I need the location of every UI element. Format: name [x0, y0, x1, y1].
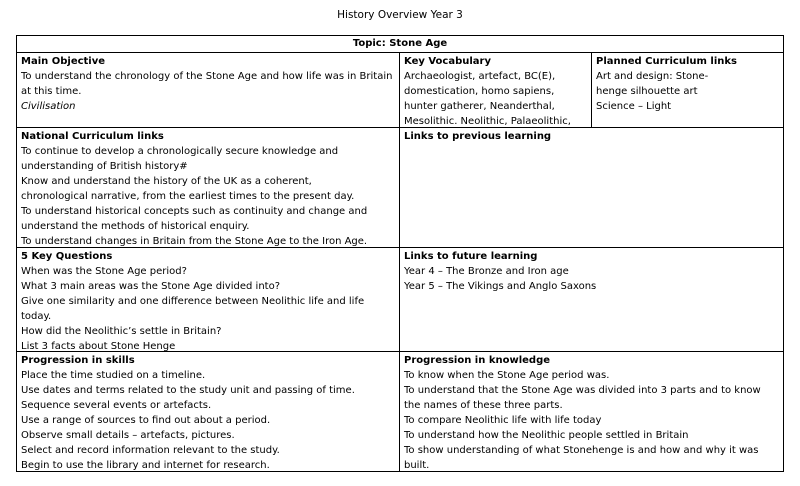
progression-skill: Select and record information relevant to the study. [21, 445, 280, 456]
main-objective-note: Civilisation [21, 101, 76, 112]
key-vocabulary-cell [399, 52, 592, 128]
main-objective-text: To understand the chronology of the Stone Age and how life was in Britain at this time. [21, 71, 393, 97]
progression-knowledge-line: To show understanding of what Stonehenge is and how and why it was built. [404, 445, 759, 471]
key-vocabulary-text: Archaeologist, artefact, BC(E), domestication, homo sapiens, hunter gatherer, Neanderthal, Mesolithic. Neolithic, Palaeolithic, [404, 71, 571, 127]
progression-knowledge-line: To know when the Stone Age period was. [404, 370, 610, 381]
progression-skill: Begin to use the library and internet for research. [21, 460, 270, 471]
future-learning-line: Year 5 – The Vikings and Anglo Saxons [404, 281, 597, 292]
key-question: List 3 facts about Stone Henge [21, 341, 176, 352]
progression-knowledge-line: To compare Neolithic life with life today [404, 415, 602, 426]
national-curriculum-heading: National Curriculum links [21, 131, 164, 142]
future-learning-heading: Links to future learning [404, 251, 538, 262]
planned-links-cell [591, 52, 784, 128]
future-learning-cell [399, 247, 784, 352]
key-questions-cell [16, 247, 400, 352]
progression-skill: Use a range of sources to find out about a period. [21, 415, 271, 426]
planned-links-heading: Planned Curriculum links [596, 56, 737, 67]
future-learning-line: Year 4 – The Bronze and Iron age [404, 266, 569, 277]
planned-link-art: Art and design: Stone-henge silhouette art [596, 71, 709, 97]
progression-knowledge-cell [399, 351, 784, 472]
previous-learning-cell [399, 127, 784, 248]
previous-learning-heading: Links to previous learning [404, 131, 552, 142]
key-question: Give one similarity and one difference between Neolithic life and life today. [21, 296, 365, 322]
progression-knowledge-line: To understand that the Stone Age was divided into 3 parts and to know the names of these three parts. [404, 385, 761, 411]
progression-skill: Sequence several events or artefacts. [21, 400, 212, 411]
national-curriculum-line: To continue to develop a chronologically secure knowledge and understanding of British history# [21, 146, 339, 172]
progression-knowledge-heading: Progression in knowledge [404, 355, 551, 366]
key-question: What 3 main areas was the Stone Age divided into? [21, 281, 281, 292]
national-curriculum-cell [16, 127, 400, 248]
key-questions-heading: 5 Key Questions [21, 251, 113, 262]
progression-knowledge-line: To understand how the Neolithic people settled in Britain [404, 430, 689, 441]
key-question: When was the Stone Age period? [21, 266, 187, 277]
topic-header: Topic: Stone Age [16, 35, 784, 53]
progression-skill: Place the time studied on a timeline. [21, 370, 206, 381]
key-question: How did the Neolithic’s settle in Britain? [21, 326, 222, 337]
main-objective-cell [16, 52, 400, 128]
progression-skill: Use dates and terms related to the study unit and passing of time. [21, 385, 355, 396]
key-vocabulary-heading: Key Vocabulary [404, 56, 491, 67]
national-curriculum-line: To understand changes in Britain from the Stone Age to the Iron Age. [21, 236, 368, 247]
planned-link-science: Science – Light [596, 101, 672, 112]
document-title: History Overview Year 3 [337, 9, 463, 21]
national-curriculum-line: To understand historical concepts such as continuity and change and understand the methods of historical enquiry. [21, 206, 368, 232]
progression-skill: Observe small details – artefacts, pictures. [21, 430, 235, 441]
national-curriculum-line: Know and understand the history of the UK as a coherent, chronological narrative, from the earliest times to the present day. [21, 176, 355, 202]
main-objective-heading: Main Objective [21, 56, 106, 67]
progression-skills-heading: Progression in skills [21, 355, 135, 366]
progression-skills-cell [16, 351, 400, 472]
